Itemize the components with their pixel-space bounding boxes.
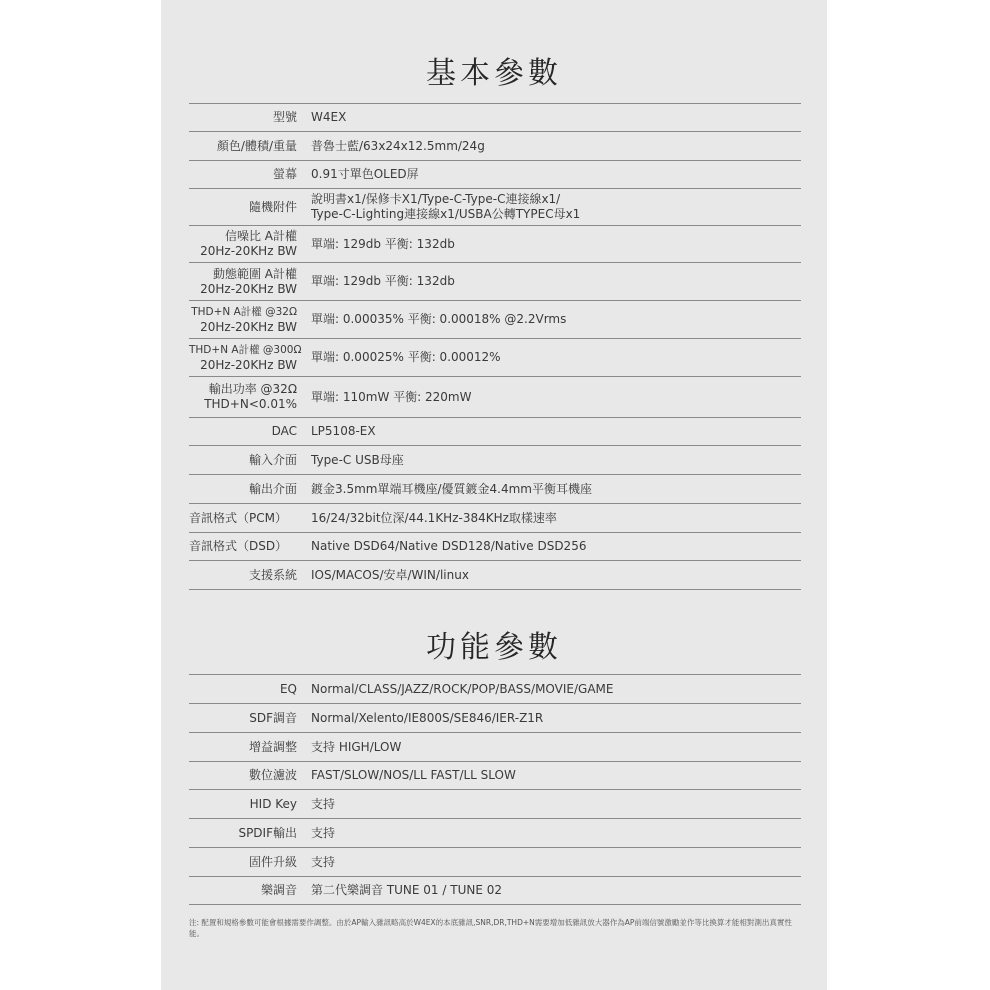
row-label: 輸入介面 — [248, 452, 297, 467]
row-value: 單端: 110mW 平衡: 220mW — [311, 389, 472, 404]
row-label: 增益調整 — [248, 739, 297, 754]
table-row — [189, 675, 801, 704]
row-value: FAST/SLOW/NOS/LL FAST/LL SLOW — [311, 768, 516, 782]
row-label: 樂調音 — [260, 883, 297, 897]
row-value: 16/24/32bit位深/44.1KHz-384KHz取樣速率 — [311, 510, 557, 525]
basic-specs-table — [189, 103, 801, 590]
row-label: 螢幕 — [272, 167, 297, 181]
table-row — [189, 104, 801, 132]
table-row — [189, 226, 801, 263]
table-row — [189, 877, 801, 905]
table-row — [189, 504, 801, 533]
table-row — [189, 301, 801, 339]
row-label: SDF調音 — [249, 710, 297, 725]
row-label-line-2: THD+N<0.01% — [204, 397, 297, 411]
row-value: W4EX — [311, 110, 347, 124]
row-label-line-2: 20Hz-20KHz BW — [200, 357, 297, 372]
row-label-line-1: THD+N A計權 @300Ω — [189, 343, 302, 356]
row-value: 單端: 0.00035% 平衡: 0.00018% @2.2Vrms — [311, 312, 567, 326]
row-label-line-2: 20Hz-20KHz BW — [200, 244, 297, 258]
row-label-line-2: 20Hz-20KHz BW — [200, 281, 297, 296]
footnote: 注: 配置和規格參數可能會根據需要作調整。由於AP輸入雜訊略高於W4EX的本底雜訊,SNR,DR,THD+N需要增加低雜訊放大器作為AP前端信號激勵並作等比換算才能相對測出真實性能。 — [189, 918, 792, 938]
row-value-line-1: 說明書x1/保修卡X1/Type-C-Type-C連接線x1/ — [311, 192, 561, 206]
row-label — [189, 343, 302, 373]
row-value: Normal/CLASS/JAZZ/ROCK/POP/BASS/MOVIE/GAME — [311, 681, 614, 696]
row-label — [189, 305, 297, 335]
table-row — [189, 475, 801, 504]
table-row — [189, 733, 801, 762]
table-row — [189, 189, 801, 226]
row-label — [189, 229, 297, 259]
row-value: 單端: 129db 平衡: 132db — [311, 236, 455, 251]
table-row — [189, 446, 801, 475]
row-value: Native DSD64/Native DSD128/Native DSD256 — [311, 539, 587, 553]
row-label — [189, 267, 297, 297]
row-label-line-2: 20Hz-20KHz BW — [200, 319, 297, 334]
row-label: HID Key — [249, 796, 297, 811]
feature-specs-table — [189, 674, 801, 905]
row-value: LP5108-EX — [311, 424, 376, 438]
row-value: 單端: 0.00025% 平衡: 0.00012% — [311, 350, 501, 364]
row-value: 鍍金3.5mm單端耳機座/優質鍍金4.4mm平衡耳機座 — [311, 481, 592, 496]
table-row — [189, 418, 801, 446]
row-label-line-1: 輸出功率 @32Ω — [208, 382, 297, 396]
feature-specs-title: 功能參數 — [426, 630, 562, 665]
row-label: 顏色/體積/重量 — [216, 138, 297, 153]
table-row — [189, 762, 801, 790]
row-value: 支持 — [311, 825, 336, 840]
table-row — [189, 561, 801, 590]
row-label-line-1: THD+N A計權 @32Ω — [191, 305, 297, 318]
row-label: 隨機附件 — [248, 199, 297, 214]
spec-sheet-panel — [161, 0, 827, 990]
table-row — [189, 132, 801, 161]
row-label-line-1: 動態範圍 A計權 — [212, 266, 297, 281]
row-label: 數位濾波 — [248, 768, 297, 782]
row-value: 單端: 129db 平衡: 132db — [311, 274, 455, 288]
row-label: DAC — [271, 424, 297, 438]
row-label: SPDIF輸出 — [238, 825, 297, 840]
row-value — [297, 192, 580, 222]
table-row — [189, 848, 801, 877]
row-label — [189, 382, 297, 412]
row-value: 第二代樂調音 TUNE 01 / TUNE 02 — [311, 883, 502, 897]
row-value: IOS/MACOS/安卓/WIN/linux — [311, 567, 469, 582]
row-value: 普魯士藍/63x24x12.5mm/24g — [311, 138, 485, 153]
row-value: 0.91寸單色OLED屏 — [311, 167, 419, 181]
row-label: 輸出介面 — [248, 481, 297, 496]
table-row — [189, 263, 801, 301]
row-value: 支持 — [311, 796, 336, 811]
row-label: 支援系統 — [248, 567, 297, 582]
table-row — [189, 377, 801, 418]
row-value: Normal/Xelento/IE800S/SE846/IER-Z1R — [311, 710, 544, 725]
table-row — [189, 819, 801, 848]
table-row — [189, 339, 801, 377]
row-value: 支持 — [311, 854, 336, 869]
row-label: 型號 — [272, 110, 297, 124]
table-row — [189, 704, 801, 733]
row-value: Type-C USB母座 — [311, 452, 404, 467]
row-label: 音訊格式（PCM） — [189, 510, 287, 525]
row-value: 支持 HIGH/LOW — [311, 739, 402, 754]
table-row — [189, 161, 801, 189]
table-row — [189, 533, 801, 561]
row-label-line-1: 信噪比 A計權 — [224, 229, 297, 243]
table-row — [189, 790, 801, 819]
row-label: 固件升級 — [248, 854, 297, 869]
basic-specs-title: 基本參數 — [426, 56, 562, 91]
row-value-line-2: Type-C-Lighting連接線x1/USBA公轉TYPEC母x1 — [311, 207, 581, 221]
row-label: 音訊格式（DSD） — [189, 539, 288, 553]
row-label: EQ — [279, 681, 297, 696]
